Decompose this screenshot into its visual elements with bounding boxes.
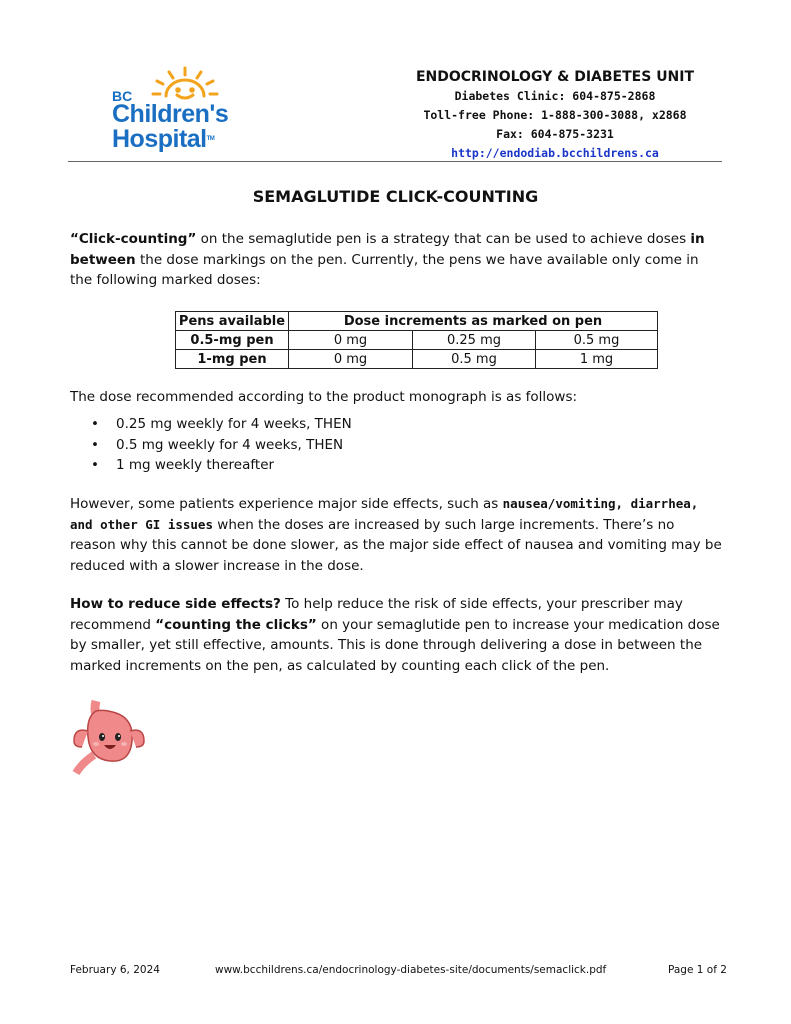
side-effects-paragraph: However, some patients experience major side effects, such as nausea/vomiting, diarrhea, and other GI issues when the doses are increased by such large increments. There’s no reason why this cannot be done slower, as the major side effect of nausea and vomiting may be reduced with a slower increase in the dose.: [70, 496, 722, 574]
monograph-text: The dose recommended according to the product monograph is as follows:: [70, 389, 578, 405]
logo-hospital-text: Hospital™: [112, 125, 215, 153]
logo-bc-text: BC: [112, 88, 133, 104]
counting-clicks-term: “counting the clicks”: [155, 616, 317, 633]
reduce-heading: How to reduce side effects?: [70, 596, 281, 612]
dose-cell: 0 mg: [289, 331, 413, 350]
page-title: SEMAGLUTIDE CLICK-COUNTING: [252, 187, 539, 206]
unit-name: ENDOCRINOLOGY & DIABETES UNIT: [415, 69, 695, 85]
dose-cell: 0 mg: [289, 350, 413, 369]
pen-doses-table: [175, 311, 658, 369]
dose-cell: 0.5 mg: [536, 331, 658, 350]
table-row: [176, 350, 658, 369]
in-between-term: in between: [70, 231, 705, 268]
footer-page-number: Page 1 of 2: [668, 964, 727, 976]
dose-cell: 0.5 mg: [413, 350, 536, 369]
side-effects-list: nausea/vomiting, diarrhea, and other GI issues: [70, 496, 699, 532]
logo-childrens-text: Children's: [112, 100, 229, 128]
click-counting-term: “Click-counting”: [70, 231, 197, 247]
clinic-phone: Diabetes Clinic: 604-875-2868: [454, 89, 656, 103]
reduce-side-effects-paragraph: How to reduce side effects? To help reduce the risk of side effects, your prescriber may recommend “counting the clicks” on your semaglutide pen to increase your medication dose by smaller, yet still effective, amounts. This is done through delivering a dose in between the marked increments on the pen, as calculated by counting each click of the pen.: [70, 596, 720, 674]
footer-date: February 6, 2024: [70, 964, 160, 976]
tollfree-phone: Toll-free Phone: 1-888-300-3088, x2868: [423, 108, 687, 122]
header-divider: [68, 161, 722, 162]
column-header-pens: Pens available: [176, 312, 289, 331]
fax-number: Fax: 604-875-3231: [496, 127, 614, 141]
contact-header: [395, 67, 715, 163]
bc-childrens-hospital-logo: [112, 66, 237, 158]
dose-schedule-list: [70, 414, 352, 476]
dose-cell: 1 mg: [536, 350, 658, 369]
list-item: • 1 mg weekly thereafter: [70, 455, 352, 476]
table-header-row: [176, 312, 658, 331]
column-header-increments: Dose increments as marked on pen: [289, 312, 658, 331]
table-row: [176, 331, 658, 350]
website-link[interactable]: http://endodiab.bcchildrens.ca: [451, 146, 659, 160]
logo-trademark: TM: [206, 136, 215, 142]
list-item: • 0.25 mg weekly for 4 weeks, THEN: [70, 414, 352, 435]
pen-cell: 0.5-mg pen: [176, 331, 289, 350]
intro-paragraph: “Click-counting” on the semaglutide pen is a strategy that can be used to achieve doses in between the dose markings on the pen. Currently, the pens we have available only come in the following marked doses:: [70, 231, 705, 288]
footer-url[interactable]: www.bcchildrens.ca/endocrinology-diabetes-site/documents/semaclick.pdf: [215, 964, 607, 976]
stomach-mascot-icon: [66, 697, 152, 785]
pen-cell: 1-mg pen: [176, 350, 289, 369]
list-item: • 0.5 mg weekly for 4 weeks, THEN: [70, 435, 352, 456]
dose-cell: 0.25 mg: [413, 331, 536, 350]
